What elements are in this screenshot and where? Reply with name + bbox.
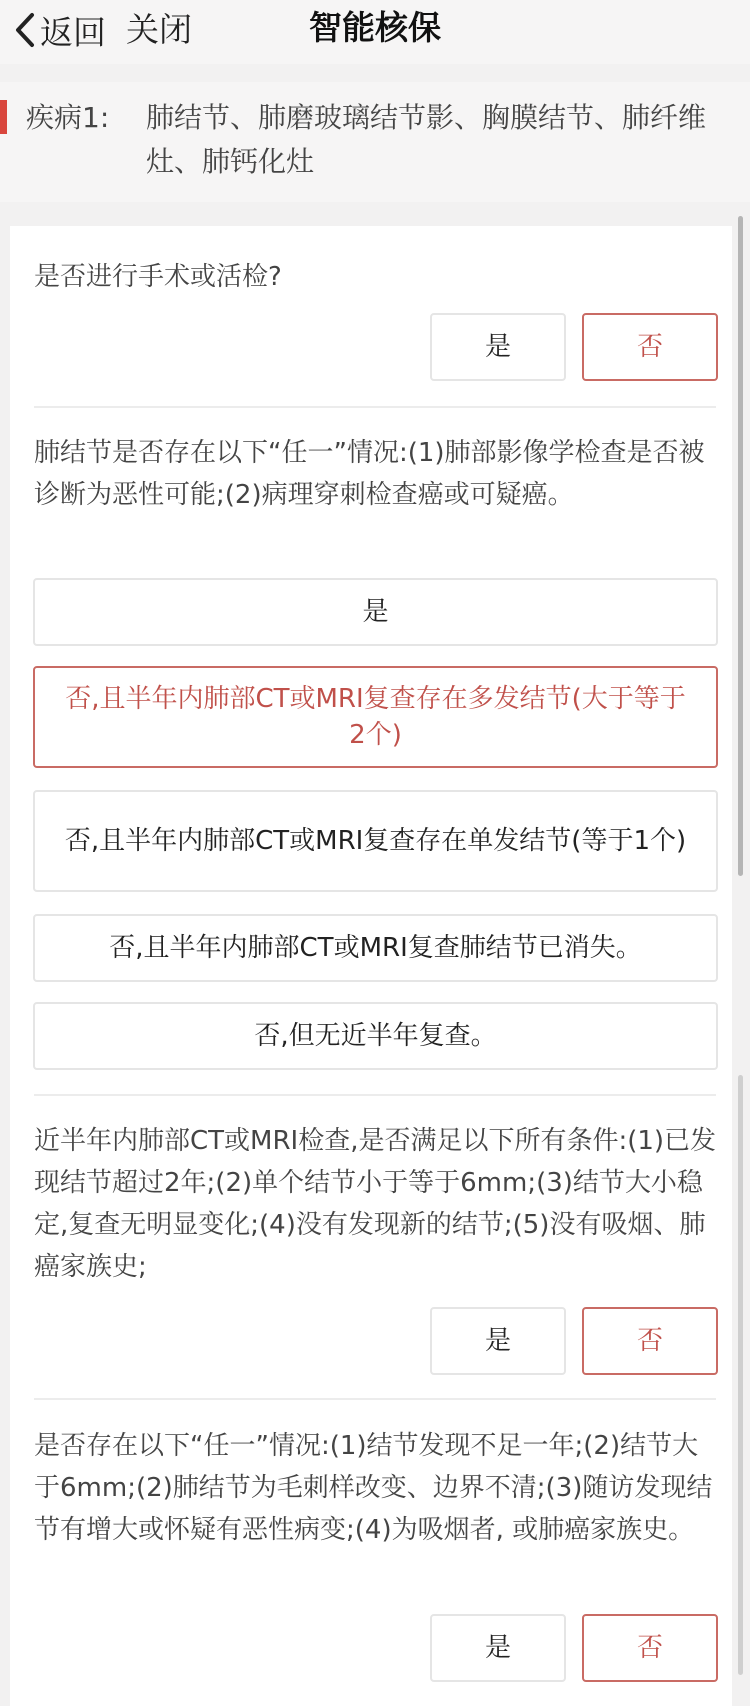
back-label: 返回 bbox=[40, 12, 106, 52]
page-title: 智能核保 bbox=[309, 8, 441, 47]
question-2-option-5[interactable]: 否,但无近半年复查。 bbox=[33, 1002, 718, 1070]
scrollbar-track bbox=[738, 1075, 743, 1675]
chevron-left-icon bbox=[14, 12, 36, 48]
disease-text: 肺结节、肺磨玻璃结节影、胸膜结节、肺纤维灶、肺钙化灶 bbox=[146, 101, 707, 178]
divider bbox=[34, 406, 716, 408]
back-button[interactable] bbox=[14, 8, 106, 52]
question-3-text: 近半年内肺部CT或MRI检查,是否满足以下所有条件:(1)已发现结节超过2年;(2)单个结节小于等于6mm;(3)结节大小稳定,复查无明显变化;(4)没有发现新的结节;(5)没有吸烟、肺癌家族史; bbox=[34, 1126, 717, 1282]
nav-bar bbox=[0, 0, 750, 64]
divider bbox=[34, 1398, 716, 1400]
question-2-option-1[interactable]: 是 bbox=[33, 578, 718, 646]
question-4-option-no[interactable]: 否 bbox=[582, 1614, 718, 1682]
scrollbar[interactable] bbox=[738, 216, 743, 876]
question-2-text: 肺结节是否存在以下“任一”情况:(1)肺部影像学检查是否被诊断为恶性可能;(2)病理穿刺检查癌或可疑癌。 bbox=[34, 438, 705, 510]
question-1-option-no[interactable]: 否 bbox=[582, 313, 718, 381]
disease-header bbox=[0, 82, 750, 202]
question-2-option-2[interactable]: 否,且半年内肺部CT或MRI复查存在多发结节(大于等于2个) bbox=[33, 666, 718, 768]
question-3-option-no[interactable]: 否 bbox=[582, 1307, 718, 1375]
disease-accent-bar bbox=[0, 100, 7, 134]
question-1-option-yes[interactable]: 是 bbox=[430, 313, 566, 381]
question-1-text: 是否进行手术或活检? bbox=[34, 262, 282, 292]
close-button[interactable]: 关闭 bbox=[126, 10, 192, 49]
question-2-option-4[interactable]: 否,且半年内肺部CT或MRI复查肺结节已消失。 bbox=[33, 914, 718, 982]
question-4-option-yes[interactable]: 是 bbox=[430, 1614, 566, 1682]
question-2-option-3[interactable]: 否,且半年内肺部CT或MRI复查存在单发结节(等于1个) bbox=[33, 790, 718, 892]
divider bbox=[34, 1094, 716, 1096]
question-4-text: 是否存在以下“任一”情况:(1)结节发现不足一年;(2)结节大于6mm;(2)肺结节为毛刺样改变、边界不清;(3)随访发现结节有增大或怀疑有恶性病变;(4)为吸烟者, 或肺癌家族史。 bbox=[34, 1431, 713, 1545]
question-3-option-yes[interactable]: 是 bbox=[430, 1307, 566, 1375]
disease-label: 疾病1: bbox=[26, 101, 110, 134]
